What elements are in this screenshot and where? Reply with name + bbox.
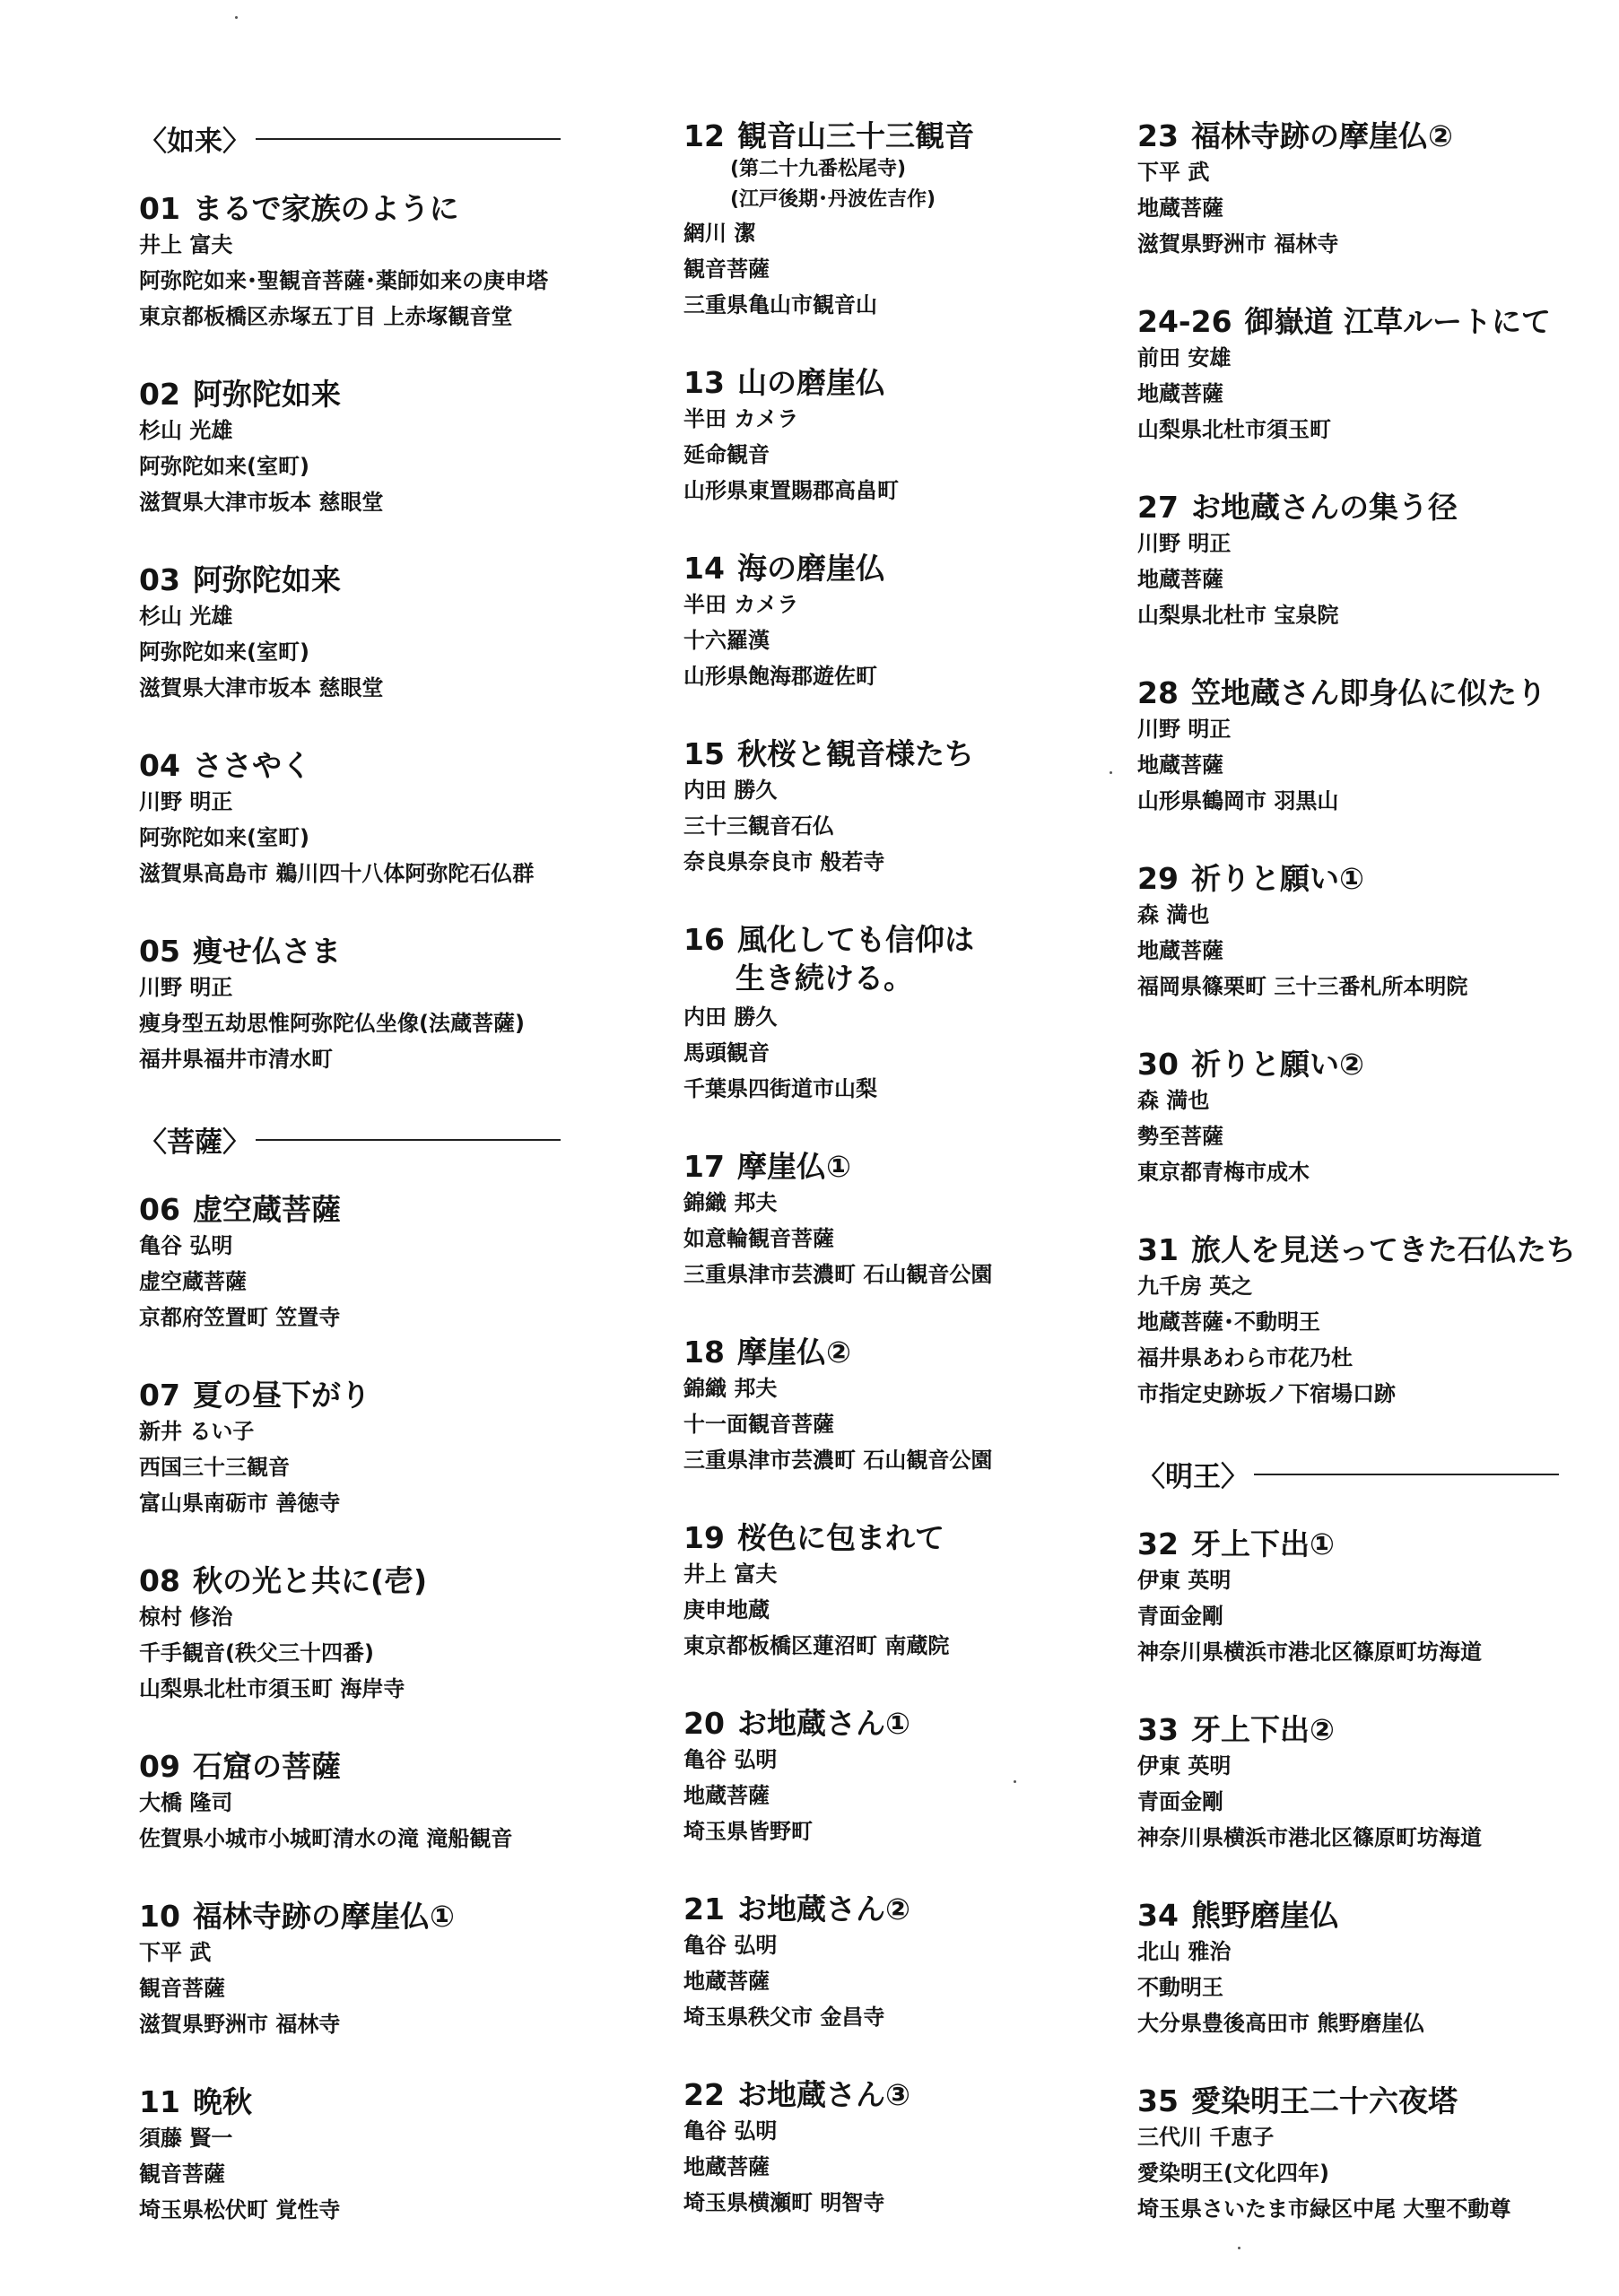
entry-location: 滋賀県高島市 鵜川四十八体阿弥陀石仏群 [139,861,535,886]
entry-title-text: 愛染明王二十六夜塔 [1190,2083,1458,2118]
entry-location: 埼玉県松伏町 覚性寺 [139,2197,341,2222]
entry-title [139,562,641,598]
entry-title [683,1892,1150,1927]
entry-number: 30 [1137,1047,1179,1082]
entry-subtitle: (江戸後期･丹波佐吉作) [730,188,936,211]
entry-title-text: ささやく [192,748,311,783]
catalog-entry [683,1520,1150,1664]
entry-title-text: お地蔵さん② [736,1892,910,1926]
catalog-entry [139,1563,641,1707]
entry-title-text: 山の磨崖仏 [736,365,885,400]
section-rule [256,1139,561,1141]
entry-photographer: 九千房 英之 [1137,1274,1253,1299]
entry-title-text: 痩せ仏さま [192,934,341,969]
entry-title-text: 熊野磨崖仏 [1190,1898,1339,1933]
entry-title-text: 石窟の菩薩 [192,1749,341,1784]
entry-number: 02 [139,377,180,412]
catalog-entry [1137,861,1613,1004]
entry-title [139,1899,641,1935]
entry-number: 29 [1137,861,1179,896]
catalog-entry [1137,118,1613,262]
catalog-entry [1137,2083,1613,2227]
entry-number: 10 [139,1899,180,1934]
entry-title-text: 秋桜と観音様たち [736,736,974,771]
entry-title [139,377,641,413]
entry-location: 福岡県篠栗町 三十三番札所本明院 [1137,974,1468,999]
entry-subject: 阿弥陀如来(室町) [139,825,309,850]
catalog-entry [1137,675,1613,819]
entry-number: 24-26 [1137,304,1232,339]
catalog-entry [683,2077,1150,2221]
entry-number: 01 [139,191,180,226]
entry-subject: 延命観音 [683,442,770,467]
entry-location: 埼玉県秩父市 金昌寺 [683,2005,885,2030]
entry-photographer: 亀谷 弘明 [683,1747,778,1772]
section-header [139,1119,641,1160]
entry-number: 17 [683,1149,725,1184]
entry-number: 08 [139,1563,180,1598]
entry-photographer: 大橋 隆司 [139,1790,233,1815]
entry-number: 06 [139,1192,180,1227]
entry-subject: 地蔵菩薩･不動明王 [1137,1309,1320,1335]
entry-location: 滋賀県大津市坂本 慈眼堂 [139,675,384,700]
entry-photographer: 杉山 光雄 [139,604,233,629]
catalog-entry [683,922,1150,1107]
entry-subject: 不動明王 [1137,1975,1223,2000]
entry-title-text: 祈りと願い② [1190,1047,1364,1082]
entry-title [139,1563,641,1599]
entry-photographer: 井上 富夫 [139,232,233,257]
entry-location: 山形県飽海郡遊佐町 [683,664,877,689]
entry-photographer: 森 満也 [1137,1088,1210,1113]
entry-title [1137,1526,1613,1562]
entry-location: 大分県豊後高田市 熊野磨崖仏 [1137,2011,1425,2036]
entry-photographer: 半田 カメラ [683,406,799,431]
entry-number: 05 [139,934,180,969]
entry-number: 11 [139,2084,180,2119]
entry-photographer: 井上 富夫 [683,1561,778,1587]
entry-photographer: 北山 雅治 [1137,1939,1232,1964]
entry-location: 京都府笠置町 笠置寺 [139,1305,341,1330]
entry-title [1137,1712,1613,1748]
catalog-entry [1137,304,1613,448]
entry-number: 31 [1137,1232,1179,1267]
entry-number: 33 [1137,1712,1179,1747]
entry-location: 山梨県北杜市須玉町 海岸寺 [139,1676,405,1701]
entry-title-text: お地蔵さん① [736,1706,910,1741]
entry-location: 山梨県北杜市須玉町 [1137,417,1331,442]
entry-subject: 地蔵菩薩 [1137,567,1223,592]
entry-subject: 虚空蔵菩薩 [139,1269,247,1294]
entry-number: 12 [683,118,725,153]
entry-title [139,934,641,970]
entry-title [683,551,1150,587]
entry-photographer: 須藤 賢一 [139,2126,233,2151]
entry-number: 35 [1137,2083,1179,2118]
entry-location: 神奈川県横浜市港北区篠原町坊海道 [1137,1639,1482,1665]
entry-subject: 地蔵菩薩 [683,1969,770,1994]
entry-title [139,1192,641,1228]
entry-photographer: 三代川 千恵子 [1137,2125,1275,2150]
entry-photographer: 下平 武 [139,1940,212,1965]
catalog-entry [139,377,641,520]
entry-location: 滋賀県野洲市 福林寺 [1137,231,1339,257]
section-header [139,118,641,159]
catalog-entry [139,1899,641,2042]
entry-location: 山形県東置賜郡高畠町 [683,478,899,503]
entry-subject: 観音菩薩 [139,1976,225,2001]
entry-photographer: 川野 明正 [139,975,233,1000]
catalog-entry [683,365,1150,509]
catalog-entry [139,934,641,1077]
column-3 [1137,118,1613,2269]
entry-title-text: 観音山三十三観音 [736,118,974,153]
entry-title-text: 祈りと願い① [1190,861,1364,896]
entry-title-text: お地蔵さん③ [736,2077,910,2112]
entry-title-text: 福林寺跡の摩崖仏② [1190,118,1453,153]
entry-subject: 阿弥陀如来(室町) [139,454,309,479]
entry-photographer: 亀谷 弘明 [683,2118,778,2144]
entry-number: 09 [139,1749,180,1784]
entry-title [683,1335,1150,1370]
entry-location: 滋賀県大津市坂本 慈眼堂 [139,490,384,515]
entry-title-text: 夏の昼下がり [192,1378,370,1413]
entry-title [683,118,1150,154]
entry-title [1137,2083,1613,2119]
entry-photographer: 錦織 邦夫 [683,1190,778,1215]
catalog-entry [1137,1898,1613,2041]
catalog-entry [683,118,1150,323]
entry-title-text: まるで家族のように [192,191,459,226]
entry-location: 三重県亀山市観音山 [683,292,877,317]
entry-title [139,1749,641,1785]
column-1 [139,118,641,2270]
entry-number: 14 [683,551,725,586]
entry-location: 富山県南砺市 善徳寺 [139,1491,341,1516]
entry-location: 福井県あわら市花乃杜 [1137,1345,1353,1370]
entry-title-text: 摩崖仏① [736,1149,851,1184]
entry-photographer: 森 満也 [1137,902,1210,927]
catalog-entry [1137,1526,1613,1670]
catalog-entry [139,1378,641,1521]
entry-title-text: 風化しても信仰は [736,922,974,957]
entry-number: 28 [1137,675,1179,710]
catalog-entry [139,748,641,891]
section-label: 〈如来〉 [139,126,250,158]
entry-subject: 青面金剛 [1137,1604,1223,1629]
entry-title-text: 摩崖仏② [736,1335,851,1370]
entry-title [683,1706,1150,1742]
entry-subject: 千手観音(秩父三十四番) [139,1640,374,1665]
entry-title [683,1520,1150,1556]
entry-photographer: 伊東 英明 [1137,1568,1232,1593]
entry-title-text: 阿弥陀如来 [192,562,341,597]
entry-photographer: 前田 安雄 [1137,345,1232,370]
entry-title-text: 海の磨崖仏 [736,551,885,586]
catalog-entry [1137,1712,1613,1856]
entry-title [1137,118,1613,154]
entry-number: 18 [683,1335,725,1370]
entry-subject: 阿弥陀如来(室町) [139,639,309,665]
entry-title [139,2084,641,2120]
entry-number: 27 [1137,490,1179,525]
entry-number: 21 [683,1892,725,1926]
entry-subject: 十一面観音菩薩 [683,1412,834,1437]
entry-location: 山梨県北杜市 宝泉院 [1137,603,1339,628]
entry-subject: 観音菩薩 [683,257,770,282]
entry-photographer: 杉山 光雄 [139,418,233,443]
entry-title-text: お地蔵さんの集う径 [1190,490,1458,525]
entry-number: 13 [683,365,725,400]
entry-location: 東京都青梅市成木 [1137,1160,1310,1185]
entry-subject: 佐賀県小城市小城町清水の滝 滝船観音 [139,1826,513,1851]
entry-title-text: 虚空蔵菩薩 [192,1192,341,1227]
entry-photographer: 内田 勝久 [683,778,778,803]
entry-title-text: 旅人を見送ってきた石仏たち [1190,1232,1576,1267]
entry-location-detail: 市指定史跡坂ノ下宿場口跡 [1137,1381,1396,1406]
entry-title-text: 福林寺跡の摩崖仏① [192,1899,455,1934]
catalog-entry [139,191,641,335]
catalog-entry [1137,1232,1613,1412]
entry-subject: 地蔵菩薩 [683,1783,770,1808]
section-rule [1254,1474,1559,1475]
catalog-entry [139,2084,641,2228]
entry-subject: 地蔵菩薩 [1137,938,1223,963]
entry-title-text: 牙上下出② [1190,1712,1335,1747]
section-label: 〈菩薩〉 [139,1126,250,1159]
entry-photographer: 網川 潔 [683,221,756,246]
entry-subject: 庚申地蔵 [683,1597,770,1622]
catalog-entry [683,1892,1150,2035]
entry-subject: 痩身型五劫思惟阿弥陀仏坐像(法蔵菩薩) [139,1011,525,1036]
entry-subject: 地蔵菩薩 [1137,196,1223,221]
entry-subject: 地蔵菩薩 [1137,381,1223,406]
catalog-entry [683,1335,1150,1478]
scan-speck [1238,2247,1240,2249]
entry-subject: 観音菩薩 [139,2161,225,2187]
entry-location: 三重県津市芸濃町 石山観音公園 [683,1262,993,1287]
entry-location: 滋賀県野洲市 福林寺 [139,2012,341,2037]
catalog-entry [1137,1047,1613,1190]
entry-title [139,191,641,227]
entry-number: 32 [1137,1526,1179,1561]
entry-title [139,748,641,784]
catalog-entry [683,551,1150,694]
entry-number: 07 [139,1378,180,1413]
entry-location: 埼玉県さいたま市緑区中尾 大聖不動尊 [1137,2196,1511,2222]
entry-subtitle: (第二十九番松尾寺) [730,158,907,180]
entry-title [683,365,1150,401]
entry-location: 神奈川県横浜市港北区篠原町坊海道 [1137,1825,1482,1850]
entry-photographer: 半田 カメラ [683,592,799,617]
entry-subject: 馬頭観音 [683,1040,770,1065]
entry-title [683,736,1150,772]
catalog-entry [139,562,641,706]
entry-photographer: 川野 明正 [1137,531,1232,556]
entry-subject: 如意輪観音菩薩 [683,1226,834,1251]
entry-location: 東京都板橋区赤塚五丁目 上赤塚観音堂 [139,304,513,329]
entry-subject: 勢至菩薩 [1137,1124,1223,1149]
entry-location: 東京都板橋区蓮沼町 南蔵院 [683,1633,950,1658]
entry-title [1137,1232,1613,1268]
entry-location: 山形県鶴岡市 羽黒山 [1137,788,1339,813]
entry-photographer: 下平 武 [1137,160,1210,185]
entry-title-text: 阿弥陀如来 [192,377,341,412]
entry-photographer: 新井 るい子 [139,1419,255,1444]
entry-subject: 地蔵菩薩 [1137,752,1223,778]
entry-location: 福井県福井市清水町 [139,1047,333,1072]
entry-location: 奈良県奈良市 般若寺 [683,849,885,874]
catalog-entry [683,736,1150,880]
entry-subject: 西国三十三観音 [139,1455,290,1480]
entry-title-text: 秋の光と共に(壱) [192,1563,428,1598]
entry-subject: 青面金剛 [1137,1789,1223,1814]
entry-subject: 十六羅漢 [683,628,770,653]
section-label: 〈明王〉 [1137,1461,1249,1493]
entry-title [1137,1047,1613,1083]
entry-title [1137,1898,1613,1934]
entry-number: 34 [1137,1898,1179,1933]
entry-number: 15 [683,736,725,771]
entry-location: 三重県津市芸濃町 石山観音公園 [683,1448,993,1473]
entry-location: 埼玉県皆野町 [683,1819,813,1844]
entry-photographer: 内田 勝久 [683,1004,778,1030]
entry-title-text: 桜色に包まれて [736,1520,944,1555]
entry-photographer: 椋村 修治 [139,1605,233,1630]
entry-number: 03 [139,562,180,597]
entry-number: 19 [683,1520,725,1555]
entry-photographer: 川野 明正 [1137,717,1232,742]
entry-number: 04 [139,748,180,783]
entry-subject: 阿弥陀如来･聖観音菩薩･薬師如来の庚申塔 [139,268,548,293]
catalog-entry [139,1749,641,1857]
entry-location: 千葉県四街道市山梨 [683,1076,877,1101]
entry-photographer: 亀谷 弘明 [139,1233,233,1258]
catalog-entry [139,1192,641,1335]
entry-title [683,1149,1150,1185]
entry-title [1137,304,1613,340]
entry-subject: 三十三観音石仏 [683,813,834,839]
scan-speck [1014,1780,1016,1783]
entry-title [139,1378,641,1413]
scan-speck [235,16,238,19]
entry-number: 23 [1137,118,1179,153]
entry-title [1137,675,1613,711]
entry-title [683,922,1150,958]
entry-number: 22 [683,2077,725,2112]
entry-number: 16 [683,922,725,957]
entry-location: 埼玉県横瀬町 明智寺 [683,2190,885,2215]
catalog-entry [1137,490,1613,633]
entry-photographer: 亀谷 弘明 [683,1933,778,1958]
entry-title-continued: 生き続ける。 [736,961,913,996]
entry-subject: 地蔵菩薩 [683,2154,770,2179]
entry-title [1137,490,1613,526]
entry-photographer: 川野 明正 [139,789,233,814]
catalog-entry [683,1706,1150,1849]
catalog-entry [683,1149,1150,1292]
entry-title-text: 笠地蔵さん即身仏に似たり [1190,675,1546,710]
entry-title [683,2077,1150,2113]
entry-number: 20 [683,1706,725,1741]
entry-subject: 愛染明王(文化四年) [1137,2161,1329,2186]
entry-title-text: 晩秋 [192,2084,252,2119]
entry-photographer: 伊東 英明 [1137,1753,1232,1779]
entry-photographer: 錦織 邦夫 [683,1376,778,1401]
entry-title-text: 御嶽道 江草ルートにて [1244,304,1552,339]
section-rule [256,138,561,140]
column-2 [683,118,1150,2263]
section-header [1137,1454,1613,1494]
entry-title-text: 牙上下出① [1190,1526,1335,1561]
entry-title [1137,861,1613,897]
scan-speck [1110,771,1112,774]
